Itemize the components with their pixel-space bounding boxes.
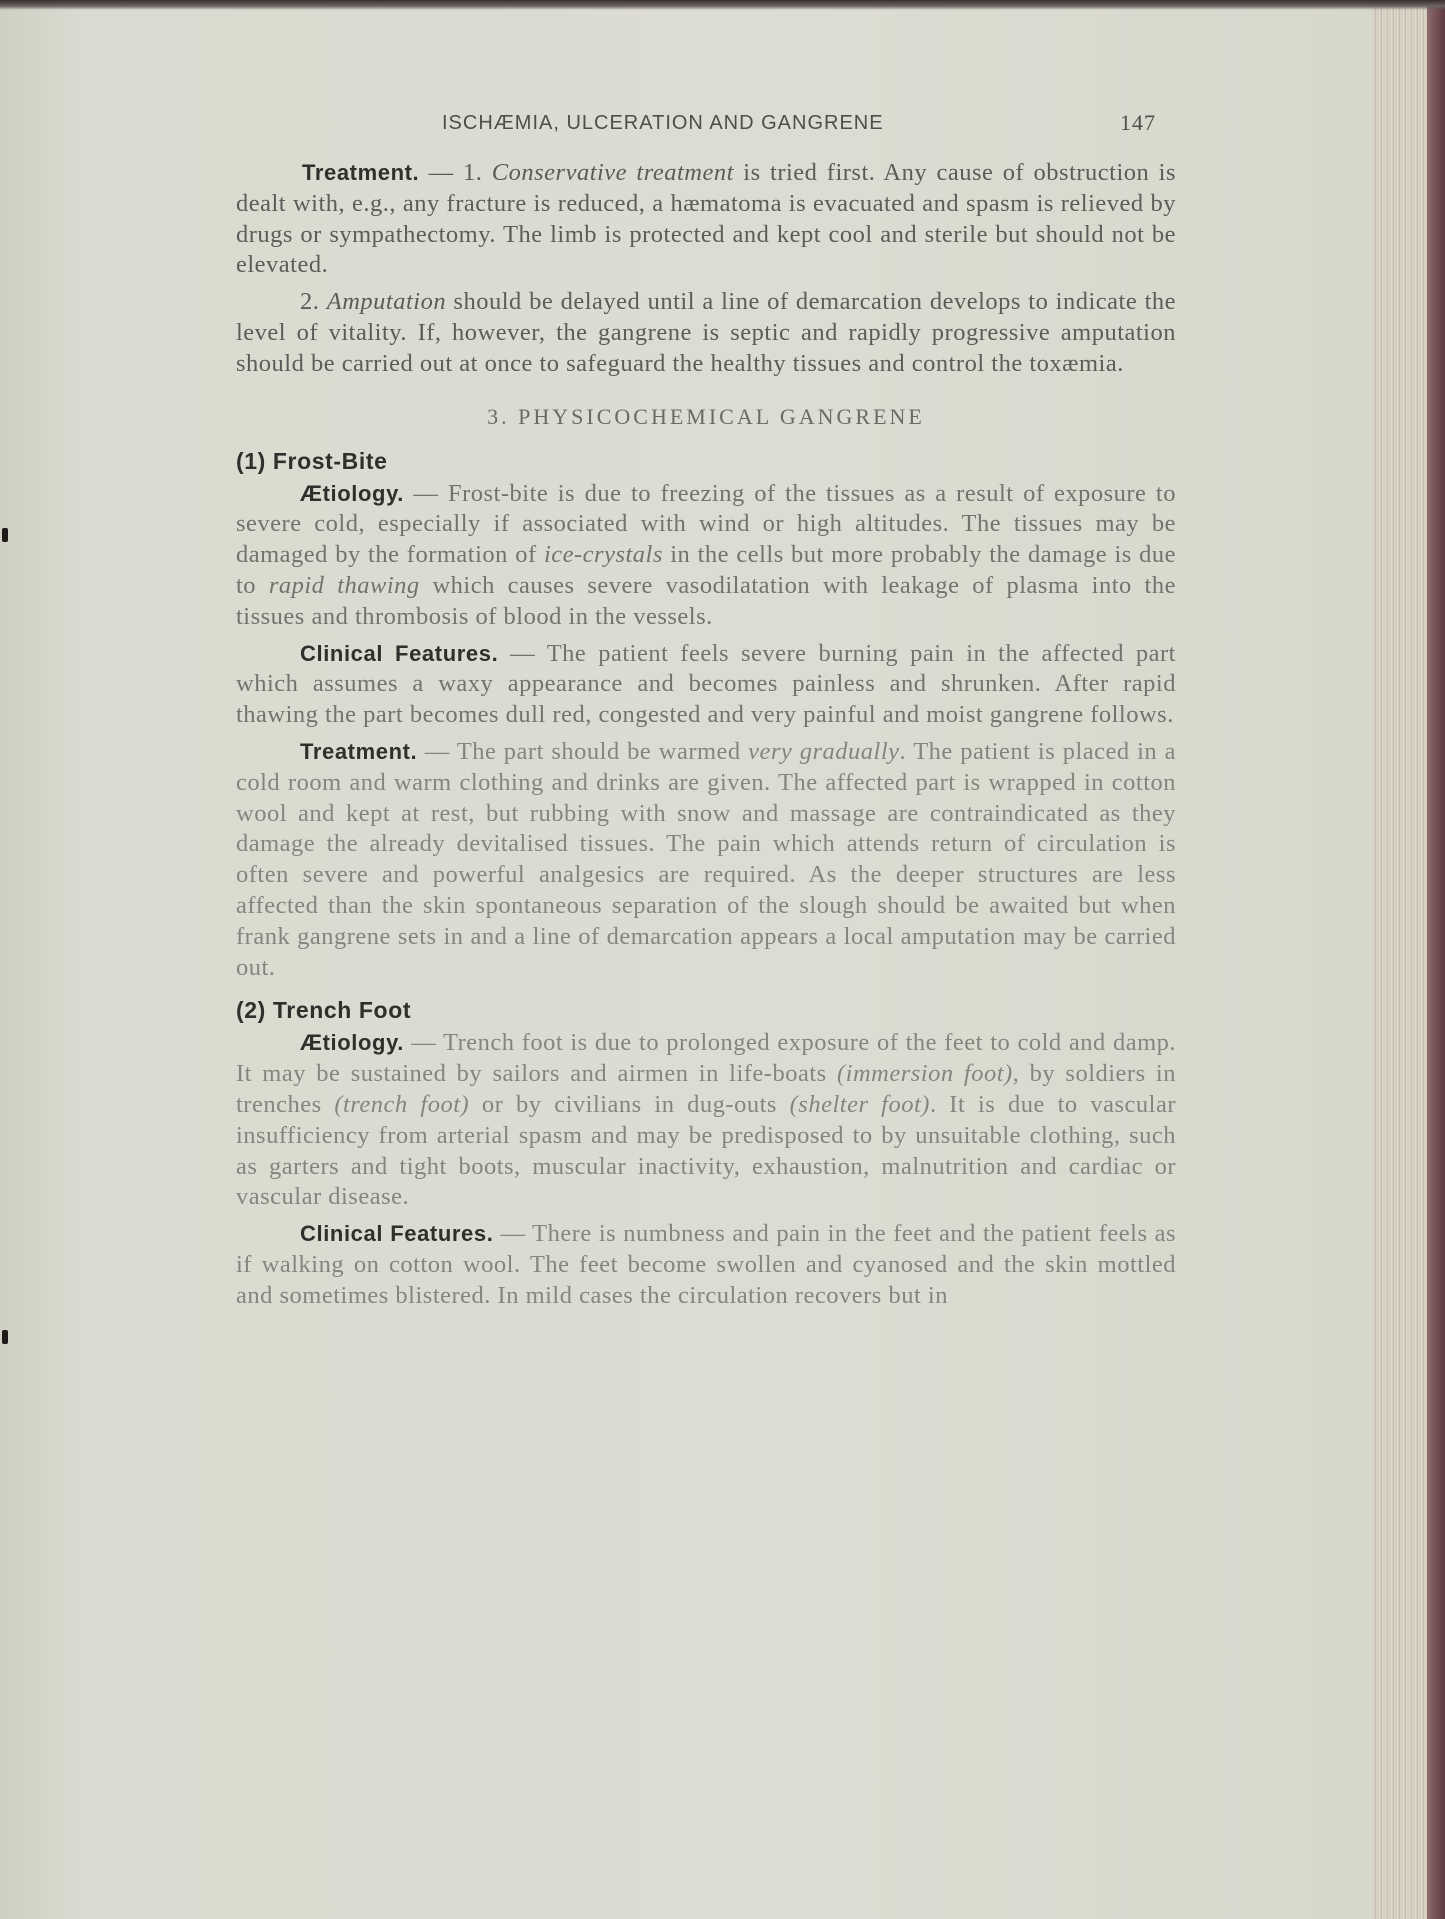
frostbite-heading: (1) Frost-Bite: [236, 447, 388, 474]
emphasis: (immersion foot): [836, 1060, 1013, 1088]
book-top-edge: [0, 0, 1445, 10]
treatment-paragraph-2: [236, 287, 1176, 379]
margin-mark: [2, 528, 8, 542]
emphasis: (shelter foot): [789, 1090, 930, 1118]
emphasis: Conservative treatment: [491, 159, 734, 186]
page-number: 147: [1120, 110, 1156, 135]
frostbite-aetiology: [236, 479, 1176, 633]
frostbite-clinical: [236, 639, 1176, 731]
paragraph-lead: Clinical Features.: [300, 640, 499, 666]
paragraph-text: or by civilians in dug-outs: [469, 1090, 790, 1118]
trenchfoot-clinical: [236, 1219, 1176, 1311]
paragraph-text: , by soldiers in trenches: [236, 1060, 1176, 1118]
paragraph-text: — 1.: [419, 159, 492, 186]
paragraph-text: — The patient feels severe burning pain in the affected part which assumes a waxy appearance and becomes painless and shrunken. After rapid thawing the part becomes dull red, congested and very painful and moist gangrene follows.: [236, 639, 1176, 729]
paragraph-lead: Treatment.: [300, 738, 418, 764]
paragraph-text: should be delayed until a line of demarcation develops to indicate the level of vitality. If, however, the gangrene is septic and rapidly progressive amputation should be carried out at once to safeguard the healthy tissues and control the toxæmia.: [236, 288, 1177, 377]
paragraph-text: . It is due to vascular insufficiency from arterial spasm and may be predisposed to by unsuitable clothing, such as garters and tight boots, muscular inactivity, exhaustion, malnutrition and cardiac or vascular disease.: [236, 1090, 1176, 1211]
running-head-title: ISCHÆMIA, ULCERATION AND GANGRENE: [442, 112, 884, 134]
emphasis: very gradually: [748, 737, 900, 765]
emphasis: (trench foot): [334, 1090, 470, 1118]
paragraph-text: — There is numbness and pain in the feet and the patient feels as if walking on cotton wool. The feet become swollen and cyanosed and the skin mottled and sometimes blistered. In mild cases the circulation recovers but in: [236, 1220, 1176, 1309]
paragraph-text: in the cells but more probably the damage is due to: [236, 541, 1176, 599]
paragraph-text: is tried first. Any cause of obstruction is dealt with, e.g., any fracture is reduced, a hæmatoma is evacuated and spasm is relieved by drugs or sympathectomy. The limb is protected and kept cool and sterile but should not be elevated.: [236, 159, 1176, 279]
paragraph-lead: Ætiology.: [300, 1030, 404, 1056]
paragraph-text: — Frost-bite is due to freezing of the tissues as a result of exposure to severe cold, especially if associated with wind or high altitudes. The tissues may be damaged by the formation of: [236, 479, 1176, 569]
paragraph-text: — Trench foot is due to prolonged exposure of the feet to cold and damp. It may be sustained by sailors and airmen in life-boats: [236, 1029, 1176, 1088]
trenchfoot-aetiology: [236, 1028, 1176, 1213]
page-text: [236, 100, 1176, 1312]
treatment-paragraph-1: [236, 158, 1176, 281]
emphasis: rapid thawing: [268, 571, 420, 599]
margin-mark: [2, 1330, 8, 1344]
page-edges: [1372, 0, 1445, 1919]
trenchfoot-heading: (2) Trench Foot: [236, 997, 412, 1024]
frostbite-treatment: [236, 737, 1176, 983]
paragraph-lead: Clinical Features.: [300, 1221, 494, 1247]
paragraph-lead: Ætiology.: [300, 480, 404, 506]
running-head: [236, 100, 1176, 136]
paragraph-text: . The patient is placed in a cold room and warm clothing and drinks are given. The affected part is wrapped in cotton wool and kept at rest, but rubbing with snow and massage are contraindicated as they damage the already devitalised tissues. The pain which attends return of circulation is often severe and powerful analgesics are required. As the deeper structures are less affected than the skin spontaneous separation of the slough should be awaited but when frank gangrene sets in and a line of demarcation appears a local amputation may be carried out.: [236, 737, 1176, 981]
emphasis: Amputation: [326, 288, 447, 316]
paragraph-text: 2.: [300, 288, 327, 316]
paragraph-lead: Treatment.: [302, 160, 420, 185]
section-heading: 3. PHYSICOCHEMICAL GANGRENE: [487, 403, 925, 429]
paragraph-text: which causes severe vasodilatation with leakage of plasma into the tissues and thrombosis of blood in the vessels.: [236, 571, 1176, 630]
paragraph-text: — The part should be warmed: [417, 737, 749, 765]
emphasis: ice-crystals: [543, 541, 663, 569]
